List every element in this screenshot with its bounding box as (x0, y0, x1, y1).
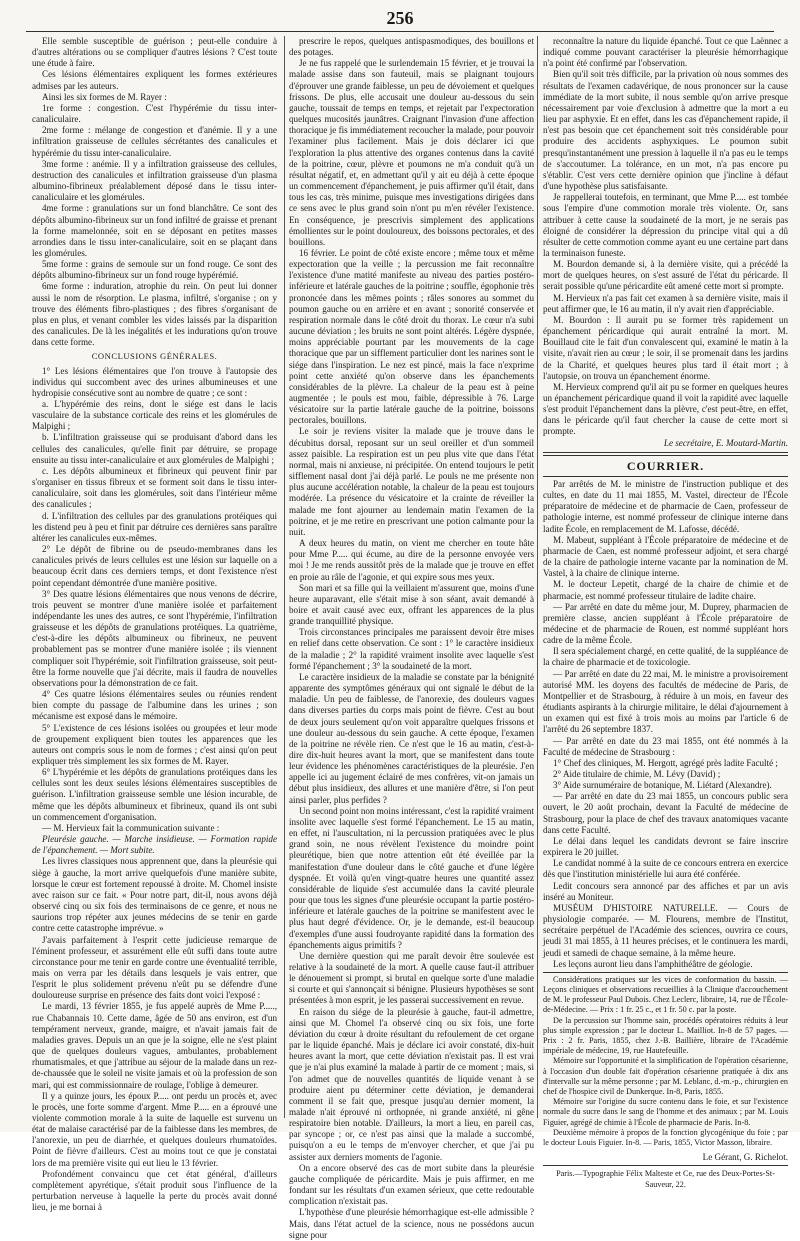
paragraph: M. Hervieux n'a pas fait cet examen à sa dernière visite, mais il peut affirmer que, le 16 au matin, il n'y avait rien d'appréciable. (543, 292, 788, 314)
paragraph: 2me forme : mélange de congestion et d'anémie. Il y a une infiltration graisseuse de cellules sécrétantes des canalicules et hypérémie du tissu inter-canaliculaire. (32, 125, 277, 158)
paragraph: Le mardi, 13 février 1855, je fus appelé auprès de Mme P....., rue Chabannais 10. Cette dame, âgée de 50 ans environ, est d'un tempérament nerveux, grande, maigre, et n'avait jamais fait de maladies graves. Depuis un an que je la soigne, elle ne s'est plaint que de quelques douleurs vagues, ambulantes, probablement rhumatismales, et que j'attribue au séjour de la malade dans un rez-de-chaussée que le soleil ne visite jamais et où la profession de son mari, qui est commissionnaire de roulage, l'oblige à demeurer. (32, 1001, 277, 1090)
paragraph: — M. Hervieux fait la communication suivante : (42, 822, 220, 833)
header-rule (26, 31, 774, 32)
paragraph: 5me forme : grains de semoule sur un fond rouge. Ce sont des dépôts albumino-fibrineux sur un fond rouge hypérémié. (32, 259, 277, 281)
paragraph: Bien qu'il soit très difficile, par la privation où nous sommes des résultats de l'examen cadavérique, de nous prononcer sur la cause immédiate de la mort subite, il nous semble qu'on arrive presque nécessairement par voie d'exclusion à admettre que la mort a eu lieu par asphyxie. Et en effet, dans les cas d'épanchement rapide, il n'est pas besoin que cet épanchement soit très considérable pour produire des accidents asphyxiques. Le poumon subit presqu'instantanément une pression à laquelle il n'a pas eu le temps de s'accoutumer. La tolérance, en un mot, n'a pas encore pu s'établir. C'est vers cette dernière opinion que j'incline à défaut d'une hypothèse plus satisfaisante. (543, 69, 788, 192)
paragraph: prescrire le repos, quelques antispasmodiques, des bouillons et des potages. (289, 36, 534, 58)
section-rule (543, 972, 788, 973)
paragraph: On a encore observé des cas de mort subite dans la pleurésie gauche compliquée de péricardite. Mais je puis affirmer, en me fondant sur les résultats d'un examen sérieux, que cette redoutable complication n'existait pas. (289, 1162, 534, 1207)
case-title: Pleurésie gauche. — Marche insidieuse. — Formation rapide de l'épanchement. — Mort subite. (32, 834, 277, 856)
paragraph: Je ne fus rappelé que le surlendemain 15 février, et je trouvai la malade assise dans son fauteuil, mais se plaignant toujours d'éprouver une grande faiblesse, un peu de dévoiement et quelques frissons. De plus, elle accusait une douleur au-dessous du sein gauche, toussait de temps en temps, et rejetait par l'expectoration quelques mucosités jaunâtres. Craignant l'invasion d'une affection thoracique je fis immédiatement recoucher la malade, pour pouvoir l'examiner plus facilement. Mais je dois déclarer ici que l'exploration la plus attentive des organes contenus dans la cavité de la poitrine, cœur, plèvre et poumons ne m'a conduit qu'à un résultat négatif, et, en admettant qu'il y ait eu déjà à cette époque un commencement d'épanchement, je puis affirmer qu'il était, dans tous les cas, très minime, puisque mes investigations dirigées dans ce sens avec le plus grand soin n'ont pu m'en révéler l'existence. En conséquence, je prescrivis simplement des applications émollientes sur le point douloureux, des boissons pectorales, et des bouillons. (289, 58, 534, 247)
paragraph: a. L'hypérémie des reins, dont le siége est dans le lacis vasculaire de la substance corticale des reins et les glomérules de Malpighi ; (32, 399, 277, 432)
paragraph: Ainsi les six formes de M. Rayer : (42, 91, 167, 102)
paragraph: Profondément convaincu que cet état général, d'ailleurs complètement apyrétique, s'était produit sous l'influence de la perturbation nerveuse à laquelle la perte du procès avait donné lieu, je me bornai à (32, 1168, 277, 1213)
paragraph: Ces lésions élémentaires expliquent les formes extérieures admises par les auteurs. (32, 69, 277, 91)
printer-imprint: Paris.—Typographie Félix Malteste et Ce, rue des Deux-Portes-St-Sauveur, 22. (556, 1169, 775, 1189)
paragraph: Je rappellerai toutefois, en terminant, que Mme P..... est tombée sous l'empire d'une commotion morale très violente. Or, sans attribuer à cette cause la soudaineté de la mort, je ne serais pas éloigné de considérer la dépression du principe vital qui a dû résulter de cette commotion comme ayant eu une certaine part dans la terminaison funeste. (543, 192, 788, 258)
section-rule (543, 1165, 788, 1166)
news-item: Les leçons auront lieu dans l'amphithéâtre de géologie. (553, 958, 753, 969)
secretary-signature: Le secrétaire, E. Moutard-Martin. (663, 437, 788, 448)
paragraph: M. Bourdon : Il aurait pu se former très rapidement un épanchement péricardique qui aurait entraîné la mort. M. Bouillaud cite le fait d'un convalescent qui, examiné le matin à la visite, n'avait rien au cœur ; le soir, il se promenait dans les jardins de la Charité, et quelques heures plus tard il était mort ; à l'autopsie, on trouva un épanchement énorme. (543, 314, 788, 381)
news-item: Par arrêtés de M. le ministre de l'instruction publique et des cultes, en date du 11 mai 1855, M. Vastel, directeur de l'École préparatoire de médecine et de pharmacie de Caen, professeur de pathologie interne, est nommé professeur de clinique interne dans ladite École, en remplacement de M. Lafosse, décédé. (543, 478, 788, 534)
paragraph: 3° Des quatre lésions élémentaires que nous venons de décrire, trois peuvent se montrer d'une manière isolée et parfaitement indépendante les unes des autres, ce sont l'hypérémie, l'infiltration graisseuse et les dépôts de granulations protéiques. La quatrième, c'est-à-dire les dépôts albumineux ou fibrineux, ne peuvent probablement pas se montrer d'une manière isolée ; ils viennent compliquer soit l'hypérémie, soit l'infiltration graisseuse, soit peut-être la forme nouvelle que j'ai décrite, mais il faudra de nouvelles observations pour la démonstration de ce fait. (32, 588, 277, 688)
column-middle (289, 36, 535, 1240)
paragraph: Une dernière question qui me paraît devoir être soulevée est relative à la soudaineté de la mort. A quelle cause faut-il attribuer le dénouement si prompt, si brutal en quelque sorte d'une maladie si courte et qui s'annonçait si bénigne. Plusieurs hypothèses se sont présentées à mon esprit, je les passerai successivement en revue. (289, 950, 534, 1006)
news-item: 1° Chef des cliniques, M. Hergott, agrégé près ladite Faculté ; (553, 757, 778, 768)
paragraph: 16 février. Le point de côté existe encore ; même toux et même expectoration que la veille ; la percussion me fait reconnaître l'existence d'une matité manifeste au niveau des parties postéro-inférieure et latérale gauches de la poitrine ; souffle, égophonie très prononcée dans les mêmes points ; râles sonores au sommet du poumon gauche ou en arrière et en avant ; sonorité conservée et respiration normale dans le côté droit du thorax. Le cœur n'a subi aucune déviation ; les bruits ne sont point altérés. Légère dyspnée, moins appréciable pourtant par les mouvements de la cage thoracique que par un sifflement particulier dont les narines sont le siége dans l'inspiration. Le nez est pincé, mais la face n'exprime point cette anxiété qu'on observe dans les épanchements considérables de la plèvre. La chaleur de la peau est à peine augmentée ; le pouls est mou, faible, dépressible à 76. Large vésicatoire sur la partie latérale gauche de la poitrine, boissons pectorales, bouillons. (289, 247, 535, 426)
paragraph: M. Bourdon demande si, à la dernière visite, qui a précédé la mort de quelques heures, on s'est assuré de l'état du péricarde. Il serait possible qu'une péricardite eût amené cette mort si prompte. (543, 259, 788, 292)
news-item: Le délai dans lequel les candidats devront se faire inscrire expirera le 20 juillet. (543, 835, 788, 858)
paragraph: J'avais parfaitement à l'esprit cette judicieuse remarque de l'éminent professeur, et assurément elle eût suffi dans toute autre circonstance pour me tenir en garde contre une éventualité terrible, mais on verra par les détails dans lesquels je vais entrer, que l'esprit le plus solidement prévenu n'eût pu se défendre d'une douloureuse surprise en présence des faits dont voici l'exposé : (32, 934, 277, 1001)
gerant-signature: Le Gérant, G. Richelot. (702, 1152, 788, 1163)
book-announcements (543, 975, 788, 1148)
page-number: 256 (386, 8, 414, 28)
courrier-news (543, 479, 788, 970)
paragraph: c. Les dépôts albumineux et fibrineux qui peuvent finir par s'organiser en tissus fibreux et se forment soit dans le tissu inter-canaliculaire, soit dans les glomérules, soit dans l'intérieur même des canalicules ; (32, 465, 277, 510)
paragraph: d. L'infiltration des cellules par des granulations protéiques qui les distend peu à peu et finit par détruire ces dernières sans paraître altérer les canalicules eux-mêmes. (32, 510, 277, 543)
news-item: M. le docteur Lepetit, chargé de la chaire de chimie et de pharmacie, est nommé professeur titulaire de ladite chaire. (543, 579, 788, 601)
courrier-title: COURRIER. (626, 458, 705, 473)
paragraph: 3me forme : anémie. Il y a infiltration graisseuse des cellules, destruction des canalicules et infiltration graisseuse d'un plasma albumino-fibrineux préalablement déposé dans le tissu inter-canaliculaire et les glomérules. (32, 158, 277, 203)
section-rule (543, 452, 788, 456)
report-continuation (543, 36, 788, 449)
paragraph: Le soir je reviens visiter la malade que je trouve dans le décubitus dorsal, reposant sur un seul oreiller et d'un sommeil assez paisible. La respiration est un peu plus vite que dans l'état normal, mais ni anxieuse, ni précipitée. On entend toujours le petit sifflement nasal dont j'ai déjà parlé. Le pouls ne me présente non plus aucune accélération notable, la chaleur de la peau est toujours modérée. La présence du vésicatoire et la crainte de réveiller la malade me font ajourner au lendemain matin l'examen de la poitrine, et je me retire en prescrivant une potion calmante pour la nuit. (289, 426, 534, 537)
paragraph: 6me forme : induration, atrophie du rein. On peut lui donner aussi le nom de résorption. Le plasma, infiltré, s'organise ; on y trouve des éléments fibro-plastiques ; des fibres s'organisant de plus en plus, et venant combler les vides laissés par la disparition des canalicules. De là les inégalités et les indurations qu'on trouve dans cette forme. (32, 281, 277, 348)
news-item: Le candidat nommé à la suite de ce concours entrera en exercice dès que l'institution ministérielle lui aura été conférée. (543, 858, 788, 880)
paragraph: M. Hervieux comprend qu'il ait pu se former en quelques heures un épanchement péricardique quand il voit la rapidité avec laquelle s'est produit l'épanchement dans la plèvre, c'est peut-être, en effet, dans le péricarde qu'il faut chercher la cause de cette mort si prompte. (543, 381, 788, 437)
paragraph: Trois circonstances principales me paraissent devoir être mises en relief dans cette observation. Ce sont : 1° le caractère insidieux de la maladie ; 2° la rapidité vraiment insolite avec laquelle s'est formé l'épanchement ; 3° la soudaineté de la mort. (289, 627, 534, 671)
news-item: 3° Aide surnuméraire de botanique, M. Liétard (Alexandre). (553, 780, 772, 791)
paragraph: L'hypothèse d'une pleurésie hémorrhagique est-elle admissible ? Mais, dans l'état actuel de la science, nous ne possédons aucun signe pour (289, 1207, 534, 1240)
paragraph: Un second point non moins intéressant, c'est la rapidité vraiment insolite avec laquelle s'est formé l'épanchement. Le 15 au matin, en effet, ni l'auscultation, ni la percussion pratiquées avec le plus grand soin, ne nous révèlent l'existence du moindre point pleurétique, bien que notre attention eût été éveillée par la manifestation d'une douleur dans le côté gauche et d'une légère dyspnée. Et voilà qu'en vingt-quatre heures une quantité assez considérable de liquide s'est accumulée dans la cavité pleurale pour que tous les signes d'une pleurésie occupant la partie postéro-inférieure et latérale gauches de la poitrine se manifestent avec le plus haut degré d'évidence. Or, je le demande, est-il beaucoup d'exemples d'une aussi foudroyante rapidité dans la formation des épanchements aigus primitifs ? (289, 805, 534, 950)
paragraph: 4° Ces quatre lésions élémentaires seules ou réunies rendent bien compte du passage de l'albumine dans les urines ; son mécanisme est exposé dans le mémoire. (32, 689, 277, 722)
book-announcement: Deuxième mémoire à propos de la fonction glycogénique du foie ; par le docteur Louis Figuier. In-8. — Paris, 1855, Victor Masson, libraire. (543, 1127, 788, 1148)
section-heading: CONCLUSIONS GÉNÉRALES. (91, 351, 218, 362)
news-item: Ledit concours sera annoncé par des affiches et par un avis inséré au Moniteur. (543, 880, 788, 902)
news-item: — Par arrêté en date du 23 mai 1855, ont été nommés à la Faculté de médecine de Strasbourg : (543, 735, 788, 757)
paragraph: reconnaître la nature du liquide épanché. Tout ce que Laënnec a indiqué comme pouvant caractériser la pleurésie hémorrhagique n'a point été confirmé par l'observation. (543, 36, 788, 69)
column-divider (537, 36, 538, 1118)
column-right (543, 36, 788, 1189)
news-item: Il sera spécialement chargé, en cette qualité, de la suppléance de la chaire de pharmacie et de toxicologie. (543, 646, 788, 668)
news-item: — Par arrêté en date du 22 mai, M. le ministre a provisoirement autorisé MM. les doyens des facultés de médecine de Paris, de Montpellier et de Strasbourg, à réduire à un mois, en faveur des étudiants aspirants à la chirurgie militaire, le délai d'ajournement à un examen qui est fixé à trois mois au moins par l'article 6 de l'arrêté du 26 septembre 1837. (543, 668, 788, 735)
book-announcement: Considérations pratiques sur les vices de conformation du bassin. — Leçons cliniques et observations recueillies à la Clinique d'accouchement de M. le professeur Paul Dubois. Chez Leclerc, libraire, 14, rue de l'École-de-Médecine. — Prix : 1 fr. 25 c., et 1 fr. 50 c. par la poste. (543, 974, 788, 1015)
column-left (32, 36, 277, 1213)
paragraph: Il y a quinze jours, les époux P..... ont perdu un procès et, avec le procès, une forte somme d'argent. Mme P..... en a éprouvé une violente commotion morale à la suite de laquelle est survenu un état de malaise caractérisé par de la faiblesse dans les membres, de l'anorexie, un peu de diarrhée, et quelques douleurs rhumatoïdes. Point de fièvre d'ailleurs. C'est au moins tout ce que je constatai lors de ma première visite qui eut lieu le 13 février. (32, 1090, 277, 1168)
news-item: M. Mabeut, suppléant à l'École préparatoire de médecine et de pharmacie de Caen, est nommé professeur adjoint, et sera chargé de la chaire de pathologie interne vacante par la nomination de M. Vastel, à la chaire de clinique interne. (543, 534, 788, 579)
paragraph: b. L'infiltration graisseuse qui se produisant d'abord dans les cellules des canalicules, qu'elle finit par détruire, se propage ensuite au tissu inter-canaliculaire et aux glomérules de Malpighi ; (32, 432, 277, 465)
paragraph: A deux heures du matin, on vient me chercher en toute hâte pour Mme P..... qui écume, au dire de la personne envoyée vers moi ! Je me rends aussitôt près de la malade que je trouve en effet en proie au râle de l'agonie, et qui expire sous mes yeux. (289, 538, 534, 582)
book-announcement: Mémoire sur l'opportunité et la simplification de l'opération césarienne, à l'occasion d'un double fait d'opération césarienne pratiquée à dix ans d'intervalle sur la même personne ; par M. Leblanc, d.-m.-p., chirurgien en chef de l'hospice civil de Dunkerque. In-8, Paris, 1855. (543, 1056, 788, 1097)
news-item: — Par arrêté en date du même jour, M. Duprey, pharmacien de première classe, ancien suppléant à l'École préparatoire de médecine et de pharmacie de Rouen, est nommé suppléant hors cadre de la même École. (543, 601, 788, 646)
paragraph: En raison du siége de la pleurésie à gauche, faut-il admettre, ainsi que M. Chomel l'a observé cinq ou six fois, une forte déviation du cœur à droite résultant du refoulement de cet organe par le liquide épanché. Mais je déclare ici avoir constaté, dix-huit heures avant la mort, que cette déviation n'existait pas. Il est vrai que je n'ai plus examiné la malade à partir de ce moment ; mais, si l'on admet que de nouvelles quantités de liquide venant à se produire aient pu déterminer cette déviation, je demanderai comment il se fait que, presque jusqu'au dernier moment, la malade n'ait éprouvé ni orthopnée, ni grande anxiété, ni gêne respiratoire bien notable. D'ailleurs, la mort a lieu, en pareil cas, par syncope ; or, ce n'est pas ainsi que la malade a succombé, puisqu'on a eu le temps de m'envoyer chercher, et que j'ai pu assister aux derniers moments de l'agonie. (289, 1006, 534, 1162)
section-rule (543, 476, 788, 477)
book-announcement: Mémoire sur l'origine du sucre contenu dans le foie, et sur l'existence normale du sucre dans le sang de l'homme et des animaux ; par M. Louis Figuier, agrégé de chimie à l'École de pharmacie de Paris. In-8. (543, 1097, 788, 1127)
paragraph: 6° L'hypérémie et les dépôts de granulations protéiques dans les cellules sont les deux seules lésions élémentaires susceptibles de guérison. L'infiltration graisseuse semble une lésion incurable, de même que les dépôts albumineux et fibrineux, quand ils ont subi un commencement d'organisation. (32, 767, 277, 822)
column-divider (284, 36, 285, 1118)
paragraph: 1° Les lésions élémentaires que l'on trouve à l'autopsie des individus qui succombent avec des urines albumineuses et une hydropisie consécutive sont au nombre de quatre ; ce sont : (32, 365, 277, 398)
news-item: — Par arrêté en date du 23 mai 1855, un concours public sera ouvert, le 20 août prochain, devant la Faculté de médecine de Strasbourg, pour la place de chef des travaux anatomiques vacante dans cette Faculté. (543, 791, 788, 835)
paragraph: 2° Le dépôt de fibrine ou de pseudo-membranes dans les canalicules privés de leurs cellules est une lésion sur laquelle on a beaucoup écrit dans ces derniers temps, et dont l'existence n'est point cependant démontrée d'une manière positive. (32, 544, 277, 588)
paragraph: Son mari et sa fille qui la veillaient m'assurent que, moins d'une heure auparavant, elle s'était mise à son séant, avait demandé à boire et avait causé avec eux, offrant les apparences de la plus grande tranquillité physique. (289, 582, 534, 627)
book-announcement: De la percussion sur l'homme sain, procédés opératoires réduits à leur plus simple expression ; par le docteur L. Mailliot. In-8 de 57 pages. — Prix : 2 fr. Paris, 1855, chez J.-B. Baillière, libraire de l'Académie impériale de médecine, 19, rue Hautefeuille. (543, 1015, 788, 1056)
paragraph: Le caractère insidieux de la maladie se constate par la bénignité apparente des symptômes généraux qui ont signalé le début de la maladie. Un peu de faiblesse, de l'anorexie, des douleurs vagues dans diverses parties du corps mais point de fièvre. C'est au bout de deux jours seulement qu'on voit apparaître quelques frissons et une douleur au-dessous du sein gauche. A cette époque, l'examen de la poitrine ne révèle rien. Ce n'est que le 16 au matin, c'est-à-dire dix-huit heures avant la mort, que se manifestent dans toute leur évidence les phénomènes caractéristiques de la pleurésie. J'en appelle ici au jugement éclairé de mes confrères, vit-on jamais un début plus insidieux, des allures et une manière d'être, si l'on peut ainsi parler, plus perfides ? (289, 671, 534, 805)
paragraph: 5° L'existence de ces lésions isolées ou groupées et leur mode de groupement expliquent bien toutes les apparences que les auteurs ont compris sous le nom de formes ; c'est ainsi qu'on peut expliquer très simplement les six formes de M. Rayer. (32, 722, 277, 766)
news-item: MUSÉUM D'HISTOIRE NATURELLE. — Cours de physiologie comparée. — M. Flourens, membre de l'Institut, secrétaire perpétuel de l'Académie des sciences, ouvrira ce cours, jeudi 31 mai 1855, à 11 heures précises, et le continuera les mardi, jeudi et samedi de chaque semaine, à la même heure. (543, 902, 788, 958)
news-item: 2° Aide titulaire de chimie, M. Lévy (David) ; (553, 769, 721, 779)
paragraph: 4me forme : granulations sur un fond blanchâtre. Ce sont des dépôts albumino-fibrineux sur un fond infiltré de graisse et prenant la forme mamelonnée, soit en se déposant en petites masses arrondies dans le tissu inter-canaliculaire, soit en se plaçant dans les glomérules. (32, 203, 277, 258)
paragraph: Elle semble susceptible de guérison ; peut-elle conduire à d'autres altérations ou se compliquer d'autres lésions ? C'est toute une étude à faire. (32, 36, 277, 69)
paragraph: Les livres classiques nous apprennent que, dans la pleurésie qui siège à gauche, la mort arrive quelquefois d'une manière subite, lorsque le cœur est fortement repoussé à droite. M. Chomel insiste avec raison sur ce fait. « Pour notre part, dit-il, nous avons déjà observé cinq ou six fois des terminaisons de ce genre, et nous ne saurions trop répéter aux jeunes médecins de se tenir en garde contre cette catastrophe imprévue. » (32, 856, 277, 934)
paragraph: 1re forme : congestion. C'est l'hypérémie du tissu inter-canaliculaire. (32, 102, 277, 125)
